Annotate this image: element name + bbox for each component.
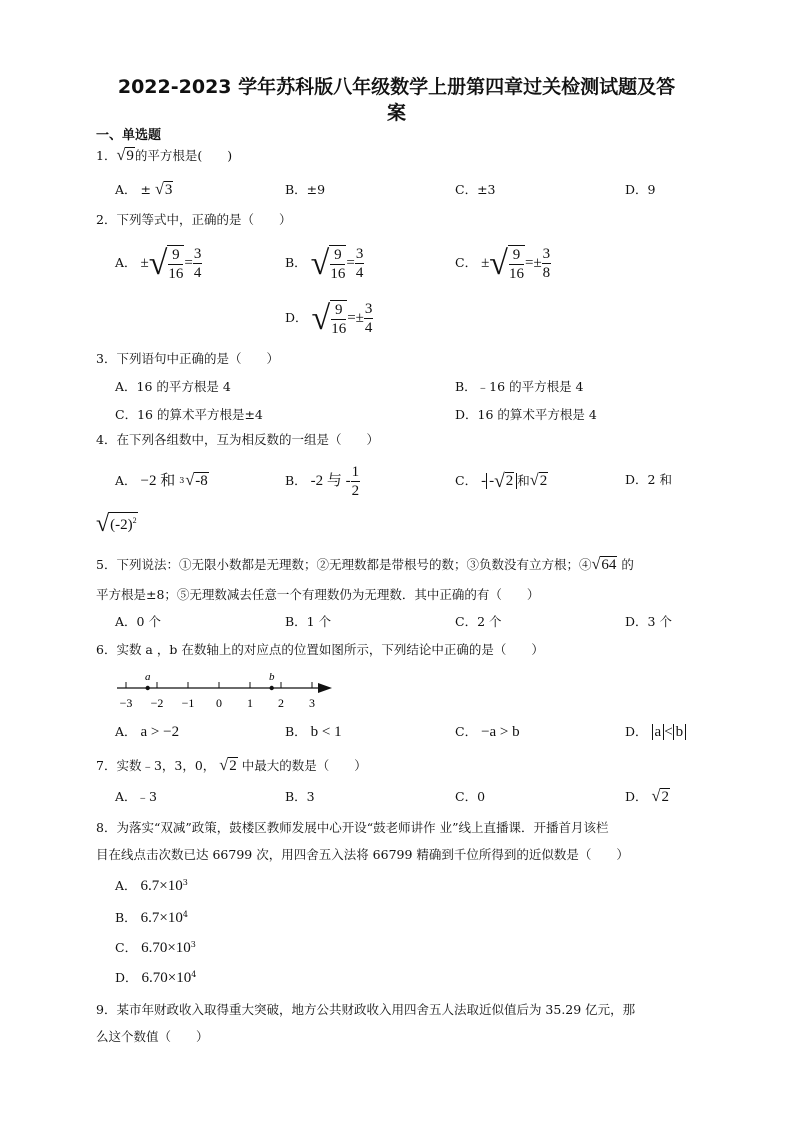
number-line-figure bbox=[110, 668, 340, 713]
q4-option-d: D．2 和 bbox=[625, 472, 672, 487]
point-label: a bbox=[144, 671, 151, 683]
q9-stem-line1: 9．某市年财政收入取得重大突破，地方公共财政收入用四舍五人法取近似值后为 35.29 亿元，那 bbox=[96, 1002, 636, 1017]
tick-label: −3 bbox=[119, 696, 133, 710]
q5-stem-line2: 平方根是±8；⑤无理数减去任意一个有理数仍为无理数．其中正确的有（ ） bbox=[96, 587, 540, 602]
q1-option-b: B．±9 bbox=[285, 182, 326, 197]
q8-option-d: D． $6.70\times 10^4$ bbox=[115, 970, 197, 987]
q5-stem-line1: 5．下列说法：①无限小数都是无理数；②无理数都是带根号的数；③负数没有立方根；④ √ 64 的 bbox=[96, 555, 634, 574]
q4-option-a: A． −2 和 $^3$ √ -8 bbox=[115, 471, 208, 490]
q2-option-a: A． ± √ $\frac{9}{16}$ = $\frac{3}{4}$ bbox=[115, 244, 202, 282]
point-b bbox=[270, 686, 274, 690]
q7-option-d: D． √ 2 bbox=[625, 787, 669, 806]
q8-stem-line1: 8．为落实“双减”政策，鼓楼区教师发展中心开设“鼓老师讲作 业”线上直播课．开播首月该栏 bbox=[96, 820, 609, 835]
q3-option-d: D．16 的算术平方根是 4 bbox=[455, 407, 597, 422]
q2-option-d: D． √ $\frac{9}{16}$ =± $\frac{3}{4}$ bbox=[285, 299, 373, 337]
q6-option-a: A． a > −2 bbox=[115, 724, 180, 740]
q8-option-a: A． $6.7\times 10^3$ bbox=[115, 878, 188, 895]
q1-num: 1． bbox=[96, 148, 117, 163]
sqrt: √ 9 bbox=[116, 146, 134, 165]
q6-option-b: B． b < 1 bbox=[285, 724, 342, 740]
q4-option-b: B． -2 与 - $\frac{1}{2}$ bbox=[285, 464, 360, 499]
q4-option-d-cont: √ $(-2)^2$ bbox=[96, 510, 137, 537]
q7-option-c: C．0 bbox=[455, 789, 486, 804]
doc-title: 2022-2023 学年苏科版八年级数学上册第四章过关检测试题及答 bbox=[117, 76, 676, 98]
doc-title-cont: 案 bbox=[386, 102, 406, 124]
tick-label: 1 bbox=[247, 696, 253, 710]
point-a bbox=[146, 686, 150, 690]
q4-option-c: C． - - √ 2 和 √ 2 bbox=[455, 470, 548, 492]
q8-option-c: C． $6.70\times 10^3$ bbox=[115, 940, 196, 957]
tick-label: 0 bbox=[216, 696, 222, 710]
q2-stem: 2．下列等式中，正确的是（ ） bbox=[96, 212, 292, 227]
q3-option-b: B．﹣16 的平方根是 4 bbox=[455, 379, 584, 394]
q5-option-c: C．2 个 bbox=[455, 614, 502, 629]
q8-option-b: B． $6.7\times 10^4$ bbox=[115, 910, 188, 927]
q3-option-c: C．16 的算术平方根是±4 bbox=[115, 407, 263, 422]
q6-option-c: C． −a > b bbox=[455, 724, 520, 740]
q4-stem: 4．在下列各组数中，互为相反数的一组是（ ） bbox=[96, 432, 379, 447]
q1-text: 的平方根是( ) bbox=[134, 148, 233, 163]
q8-stem-line2: 目在线点击次数已达 66799 次，用四舍五入法将 66799 精确到千位所得到的近似数是（ ） bbox=[96, 847, 629, 862]
q7-option-b: B．3 bbox=[285, 789, 315, 804]
q1-option-c: C．±3 bbox=[455, 182, 496, 197]
point-label: b bbox=[268, 671, 275, 683]
q6-stem: 6．实数 a ，b 在数轴上的对应点的位置如图所示，下列结论中正确的是（ ） bbox=[96, 642, 544, 657]
q5-option-d: D．3 个 bbox=[625, 614, 672, 629]
tick-label: −1 bbox=[181, 696, 195, 710]
q6-option-d: D． a < b bbox=[625, 723, 686, 741]
q1-option-d: D．9 bbox=[625, 182, 656, 197]
q5-option-a: A．0 个 bbox=[115, 614, 161, 629]
q1-option-a: A． ± √ 3 bbox=[115, 180, 173, 199]
q5-option-b: B．1 个 bbox=[285, 614, 332, 629]
arrow-head bbox=[318, 683, 332, 693]
tick-label: 2 bbox=[278, 696, 284, 710]
q3-stem: 3．下列语句中正确的是（ ） bbox=[96, 351, 279, 366]
q3-option-a: A．16 的平方根是 4 bbox=[115, 379, 231, 394]
tick-label: −2 bbox=[150, 696, 164, 710]
radicand: 9 bbox=[126, 148, 134, 165]
q7-option-a: A．﹣3 bbox=[115, 789, 157, 804]
tick-label: 3 bbox=[309, 696, 315, 710]
section-heading: 一、单选题 bbox=[96, 128, 162, 143]
q1-stem bbox=[96, 147, 232, 166]
q2-option-b: B． √ $\frac{9}{16}$ = $\frac{3}{4}$ bbox=[285, 244, 364, 282]
q7-stem: 7．实数﹣3，3，0， √ 2 中最大的数是（ ） bbox=[96, 756, 367, 775]
q2-option-c: C． ± √ $\frac{9}{16}$ =± $\frac{3}{8}$ bbox=[455, 244, 551, 282]
q9-stem-line2: 么这个数值（ ） bbox=[96, 1029, 209, 1044]
